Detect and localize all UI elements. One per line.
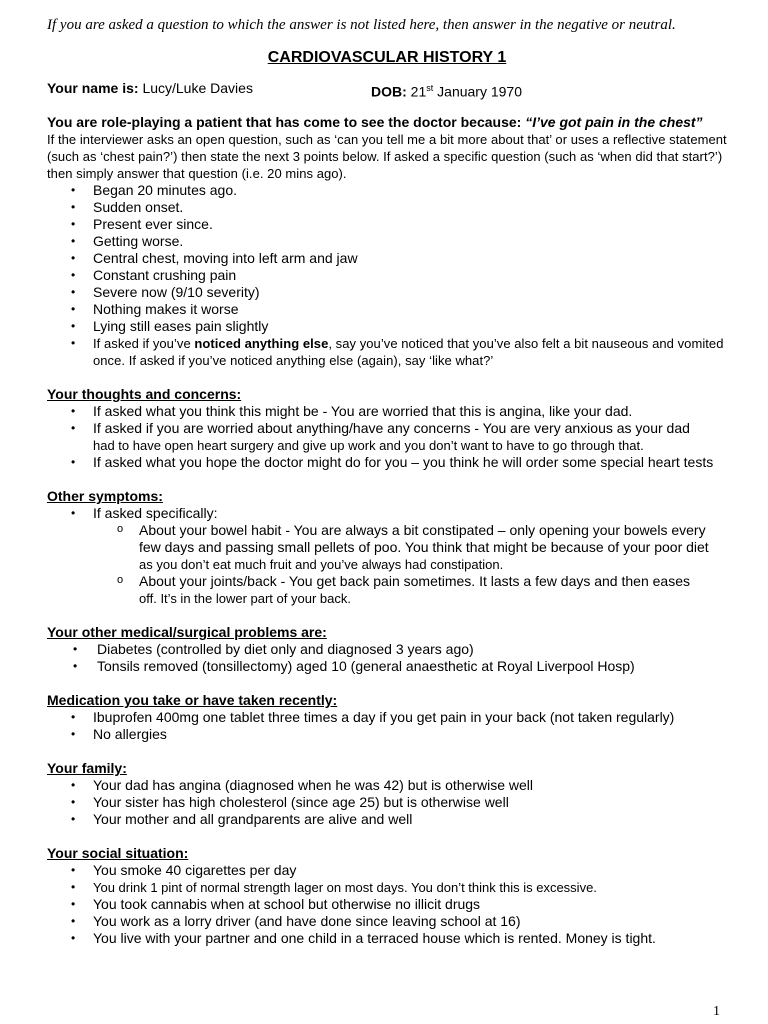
intro-note: If you are asked a question to which the answer is not listed here, then answer in the negative or neutral. <box>47 17 676 33</box>
list-item-text: If asked what you hope the doctor might do for you – you think he will order some special heart tests <box>93 454 714 470</box>
list-item: • You work as a lorry driver (and have done since leaving school at 16) <box>47 913 727 930</box>
dob-day: 21 <box>410 83 427 100</box>
sub-list-item <box>47 522 727 573</box>
document-page <box>47 15 727 947</box>
list-item-text: About your bowel habit - You are always a bit constipated – only opening your bowels every few days and passing small pellets of poo. You think that might be because of your poor diet <box>139 522 709 555</box>
presenting-complaint-list <box>47 182 727 369</box>
list-item: • Lying still eases pain slightly <box>47 318 727 335</box>
dob-field <box>371 80 522 101</box>
name-field <box>47 80 253 96</box>
page-number: 1 <box>713 1004 720 1019</box>
list-item-text: If asked what you think this might be - You are worried that this is angina, like your dad. <box>93 403 633 419</box>
list-item: • Sudden onset. <box>47 199 727 216</box>
list-item: • No allergies <box>47 726 727 743</box>
list-item: • Your mother and all grandparents are alive and well <box>47 811 727 828</box>
list-item: • Your dad has angina (diagnosed when he was 42) but is otherwise well <box>47 777 727 794</box>
role-statement <box>47 114 727 131</box>
list-item: • Began 20 minutes ago. <box>47 182 727 199</box>
other-symptoms-lead: If asked specifically: <box>93 505 218 521</box>
list-item-emphasis: noticed anything else <box>194 336 329 351</box>
list-item-text: If asked if you are worried about anything/have any concerns - You are very anxious as your dad <box>93 420 690 436</box>
list-item <box>47 335 727 369</box>
list-item <box>47 403 727 420</box>
dob-suffix: st <box>426 83 434 93</box>
list-item-text: off. It’s in the lower part of your back. <box>139 591 351 606</box>
list-item: • You took cannabis when at school but otherwise no illicit drugs <box>47 896 727 913</box>
thoughts-heading: Your thoughts and concerns: <box>47 386 242 402</box>
list-item <box>47 505 727 607</box>
list-item-text: About your joints/back - You get back pain sometimes. It lasts a few days and then eases <box>139 573 690 589</box>
list-item-text: had to have open heart surgery and give up work and you don’t want to have to go through that. <box>93 438 644 453</box>
list-item: • Present ever since. <box>47 216 727 233</box>
sub-list-item <box>47 573 727 607</box>
list-item <box>47 420 727 454</box>
list-item: • Severe now (9/10 severity) <box>47 284 727 301</box>
list-item: • Central chest, moving into left arm and jaw <box>47 250 727 267</box>
list-item: • Your sister has high cholesterol (since age 25) but is otherwise well <box>47 794 727 811</box>
thoughts-list <box>47 403 727 471</box>
medical-list <box>47 641 727 675</box>
list-item: • Nothing makes it worse <box>47 301 727 318</box>
social-heading: Your social situation: <box>47 845 189 861</box>
list-item: • You drink 1 pint of normal strength lager on most days. You don’t think this is excessive. <box>47 879 727 896</box>
list-item: • Tonsils removed (tonsillectomy) aged 10 (general anaesthetic at Royal Liverpool Hosp) <box>47 658 727 675</box>
family-list <box>47 777 727 828</box>
list-item: • Constant crushing pain <box>47 267 727 284</box>
family-heading: Your family: <box>47 760 127 776</box>
page-title: CARDIOVASCULAR HISTORY 1 <box>267 49 507 66</box>
patient-details <box>47 80 727 98</box>
social-list <box>47 862 727 947</box>
dob-label: DOB: <box>371 83 407 100</box>
list-item-text: as you don’t eat much fruit and you’ve always had constipation. <box>139 557 504 572</box>
list-item: • You live with your partner and one child in a terraced house which is rented. Money is tight. <box>47 930 727 947</box>
name-label: Your name is: <box>47 80 139 96</box>
list-item: • You smoke 40 cigarettes per day <box>47 862 727 879</box>
other-symptoms-list <box>47 505 727 607</box>
medication-list <box>47 709 727 743</box>
name-value: Lucy/Luke Davies <box>142 80 253 96</box>
list-item-text: If asked if you’ve <box>93 336 195 351</box>
list-item-text: , say you’ve noticed that you’ve also felt a bit nauseous and vomited once. If asked if you’ve noticed anything else (again), say ‘like what?’ <box>93 336 724 368</box>
role-instructions: If the interviewer asks an open question, such as ‘can you tell me a bit more about that’ or uses a reflective statement (such as ‘chest pain?’) then state the next 3 points below. If asked a specific question (such as ‘when did that start?’) then simply answer that question (i.e. 20 mins ago). <box>47 132 727 181</box>
other-symptoms-heading: Other symptoms: <box>47 488 163 504</box>
role-label: You are role-playing a patient that has come to see the doctor because: <box>47 114 522 130</box>
dob-rest: January 1970 <box>437 83 522 100</box>
other-symptoms-sublist <box>93 522 727 607</box>
medical-heading: Your other medical/surgical problems are: <box>47 624 327 640</box>
list-item: • Diabetes (controlled by diet only and diagnosed 3 years ago) <box>47 641 727 658</box>
list-item <box>47 454 727 471</box>
list-item: • Getting worse. <box>47 233 727 250</box>
list-item: • Ibuprofen 400mg one tablet three times a day if you get pain in your back (not taken regularly) <box>47 709 727 726</box>
medication-heading: Medication you take or have taken recently: <box>47 692 338 708</box>
role-quote: “I’ve got pain in the chest” <box>525 114 703 130</box>
